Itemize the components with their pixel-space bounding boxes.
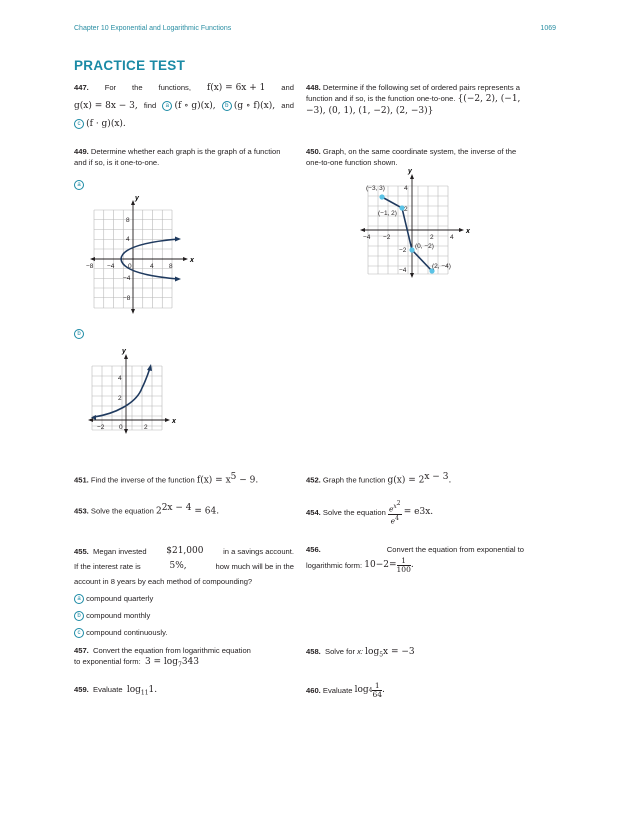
graph-450-ytick: 4 (404, 185, 408, 192)
q455-option-b: compound monthly (86, 611, 151, 620)
q447-label-c: c (74, 119, 84, 129)
chapter-header: Chapter 10 Exponential and Logarithmic Functions (74, 25, 232, 32)
q447-word-and2: and (281, 101, 294, 110)
page-number: 1069 (540, 25, 556, 32)
q454-end: . (430, 507, 434, 517)
q447-label-a: a (162, 101, 172, 111)
q458-number: 458. (306, 647, 321, 656)
q450-number: 450. (306, 147, 321, 156)
q448-number: 448. (306, 83, 321, 92)
graph-a-x-label: x (190, 257, 194, 264)
q455-number: 455. (74, 547, 89, 556)
q450-text: Graph, on the same coordinate system, the inverse of the one-to-one function shown. (306, 147, 517, 167)
q447-g-def: g(x) = 8x − 3, (74, 101, 138, 111)
q451-eq: f(x) = x (196, 475, 231, 486)
q459-sub: 11 (140, 689, 149, 697)
question-457 (74, 645, 299, 671)
q453-text: Solve the equation (90, 506, 154, 516)
q454-den-exp: 4 (395, 514, 399, 522)
q455-label-b: b (74, 611, 84, 621)
q456-line2: logarithmic form: (306, 561, 363, 570)
q447-expr-b: (g ∘ f)(x), (233, 101, 276, 111)
q455-label-a: a (74, 594, 84, 604)
q453-rest: = 64. (191, 506, 220, 517)
q455-rate: 5%, (169, 561, 187, 571)
question-450 (306, 146, 524, 168)
q449-label-a: a (74, 180, 84, 190)
q451-exp: 5 (230, 472, 237, 482)
graph-a-xtick: 0 (128, 263, 132, 270)
q458-sub: 5 (379, 651, 384, 659)
q454-rhs-exp: 3x (419, 507, 431, 517)
graph-b (84, 342, 184, 434)
graph-450-point-label: (0, −2) (415, 243, 434, 250)
page-title: PRACTICE TEST (74, 58, 186, 73)
q449-label-b: b (74, 329, 84, 339)
question-448 (306, 82, 524, 117)
question-458 (306, 646, 524, 661)
q447-word-the: the (131, 83, 143, 92)
q456-lhs: 10 (364, 560, 376, 570)
graph-a-ytick: −8 (123, 295, 131, 302)
q453-exp: 2x − 4 (161, 503, 192, 513)
graph-a-xtick: 4 (150, 263, 154, 270)
graph-a-ytick: −4 (123, 275, 131, 282)
q459-eq: log (126, 685, 141, 695)
graph-450-point-label: (−3, 3) (366, 185, 385, 192)
q455-line1b: in a savings account. (223, 547, 294, 556)
q457-eq: 3 = log (144, 657, 178, 667)
question-451 (74, 472, 299, 487)
graph-b-xtick: 0 (119, 424, 123, 431)
graph-b-xtick: −2 (97, 424, 105, 431)
q449-number: 449. (74, 147, 89, 156)
q452-number: 452. (306, 475, 321, 485)
graph-450-ytick: −4 (399, 267, 407, 274)
graph-a-ytick: 4 (126, 236, 130, 243)
question-449 (74, 146, 294, 168)
q460-number: 460. (306, 686, 321, 695)
graph-b-y-label: y (122, 348, 126, 355)
q455-option-a: compound quarterly (86, 594, 154, 603)
graph-450-xtick: 2 (430, 234, 434, 241)
q460-end: . (382, 685, 385, 695)
q457-number: 457. (74, 646, 89, 655)
question-460 (306, 682, 524, 699)
question-452 (306, 472, 524, 487)
q454-rhs: = e (403, 507, 420, 517)
q458-var: x: (357, 647, 364, 656)
q454-fraction (388, 500, 402, 525)
q454-number: 454. (306, 508, 321, 517)
q447-f-def: f(x) = 6x + 1 (206, 83, 266, 93)
q456-equals: = (388, 560, 397, 570)
q447-word-find: find (143, 101, 157, 110)
graph-a-xtick: 8 (169, 263, 173, 270)
graph-a-xtick: −8 (86, 263, 94, 270)
graph-a-y-label: y (135, 195, 139, 202)
graph-450-xtick: −2 (383, 234, 391, 241)
q452-end: . (448, 475, 452, 486)
q459-text: Evaluate (93, 685, 123, 694)
q451-rest: − 9. (236, 475, 259, 486)
q454-num-exp2: 2 (396, 500, 401, 507)
q452-exp: x − 3 (424, 472, 449, 482)
q454-num-exp: x (393, 503, 397, 510)
q453-number: 453. (74, 506, 89, 516)
q454-text: Solve the equation (322, 508, 386, 517)
q459-number: 459. (74, 685, 89, 694)
q460-frac-num: 1 (372, 682, 382, 691)
q460-eq: log (354, 685, 369, 695)
graph-b-ytick: 4 (118, 375, 122, 382)
q448-text: Determine if the following set of ordered pairs represents a function and if so, is the function one-to-one. (306, 83, 521, 103)
graph-450-point-label: (−1, 2) (378, 210, 397, 217)
q448-set: {(−2, 2), (−1, −3), (0, 1), (1, −2), (2, −3)} (306, 94, 521, 116)
q451-number: 451. (74, 475, 89, 485)
q458-eq: log (365, 647, 380, 657)
q460-text: Evaluate (322, 686, 353, 695)
q456-line1: Convert the equation from exponential to (386, 545, 524, 554)
graph-a-xtick: −4 (107, 263, 115, 270)
q456-end: . (410, 560, 414, 570)
q457-arg: 343 (181, 657, 199, 667)
question-459 (74, 684, 299, 699)
q455-option-c: compound continuously. (86, 628, 168, 637)
q457-sub: 7 (177, 661, 182, 669)
graph-a (84, 192, 198, 316)
q455-line2b: how much will be in the (215, 562, 294, 571)
graph-450 (358, 166, 472, 278)
question-453 (74, 503, 299, 518)
q447-word-for: For (104, 83, 117, 92)
q458-text: Solve for (325, 647, 355, 656)
q447-expr-a: (f ∘ g)(x), (174, 101, 216, 111)
graph-450-xtick: 4 (450, 234, 454, 241)
q452-text: Graph the function (322, 475, 386, 485)
question-455 (74, 544, 294, 640)
q457-line2: to exponential form: (74, 657, 141, 666)
q457-line1: Convert the equation from logarithmic equation (93, 646, 251, 655)
question-447 (74, 82, 294, 130)
q447-number: 447. (74, 83, 89, 92)
graph-450-ytick: −2 (399, 247, 407, 254)
q455-label-c: c (74, 628, 84, 638)
graph-450-xtick: −4 (363, 234, 371, 241)
q456-frac-den: 100 (396, 565, 411, 574)
q460-sub: 4 (368, 687, 373, 694)
q455-amount: $21,000 (166, 546, 204, 556)
q447-label-b: b (222, 101, 232, 111)
q454-den-base: e (390, 516, 396, 525)
q456-lhs-exp: −2 (375, 560, 389, 570)
q454-num-base: e (388, 504, 394, 514)
question-454 (306, 500, 524, 525)
q459-rest: 1. (148, 685, 158, 695)
graph-450-x-label: x (466, 228, 470, 235)
q455-line1a: Megan invested (93, 547, 147, 556)
q452-eq: g(x) = 2 (387, 475, 425, 486)
q447-word-functions: functions, (158, 83, 191, 92)
q456-frac-num: 1 (397, 557, 411, 566)
graph-b-xtick: 2 (144, 424, 148, 431)
question-456 (306, 544, 524, 574)
q455-line3: account in 8 years by each method of compounding? (74, 577, 253, 586)
q447-word-and: and (281, 83, 294, 92)
q458-rest: x = −3 (383, 647, 415, 657)
q453-base: 2 (155, 506, 162, 517)
q455-line2a: If the interest rate is (74, 562, 141, 571)
q460-frac-den: 64 (372, 690, 383, 699)
q456-number: 456. (306, 545, 321, 554)
graph-a-ytick: 8 (126, 217, 130, 224)
graph-450-point-label: (2, −4) (432, 263, 451, 270)
q447-expr-c: (f · g)(x). (86, 119, 126, 129)
graph-450-y-label: y (408, 168, 412, 175)
graph-450-ytick: 2 (404, 206, 408, 213)
graph-b-x-label: x (172, 418, 176, 425)
graph-b-ytick: 2 (118, 395, 122, 402)
q451-text: Find the inverse of the function (90, 475, 195, 485)
q449-text: Determine whether each graph is the graph of a function and if so, is it one-to-one. (74, 147, 281, 167)
